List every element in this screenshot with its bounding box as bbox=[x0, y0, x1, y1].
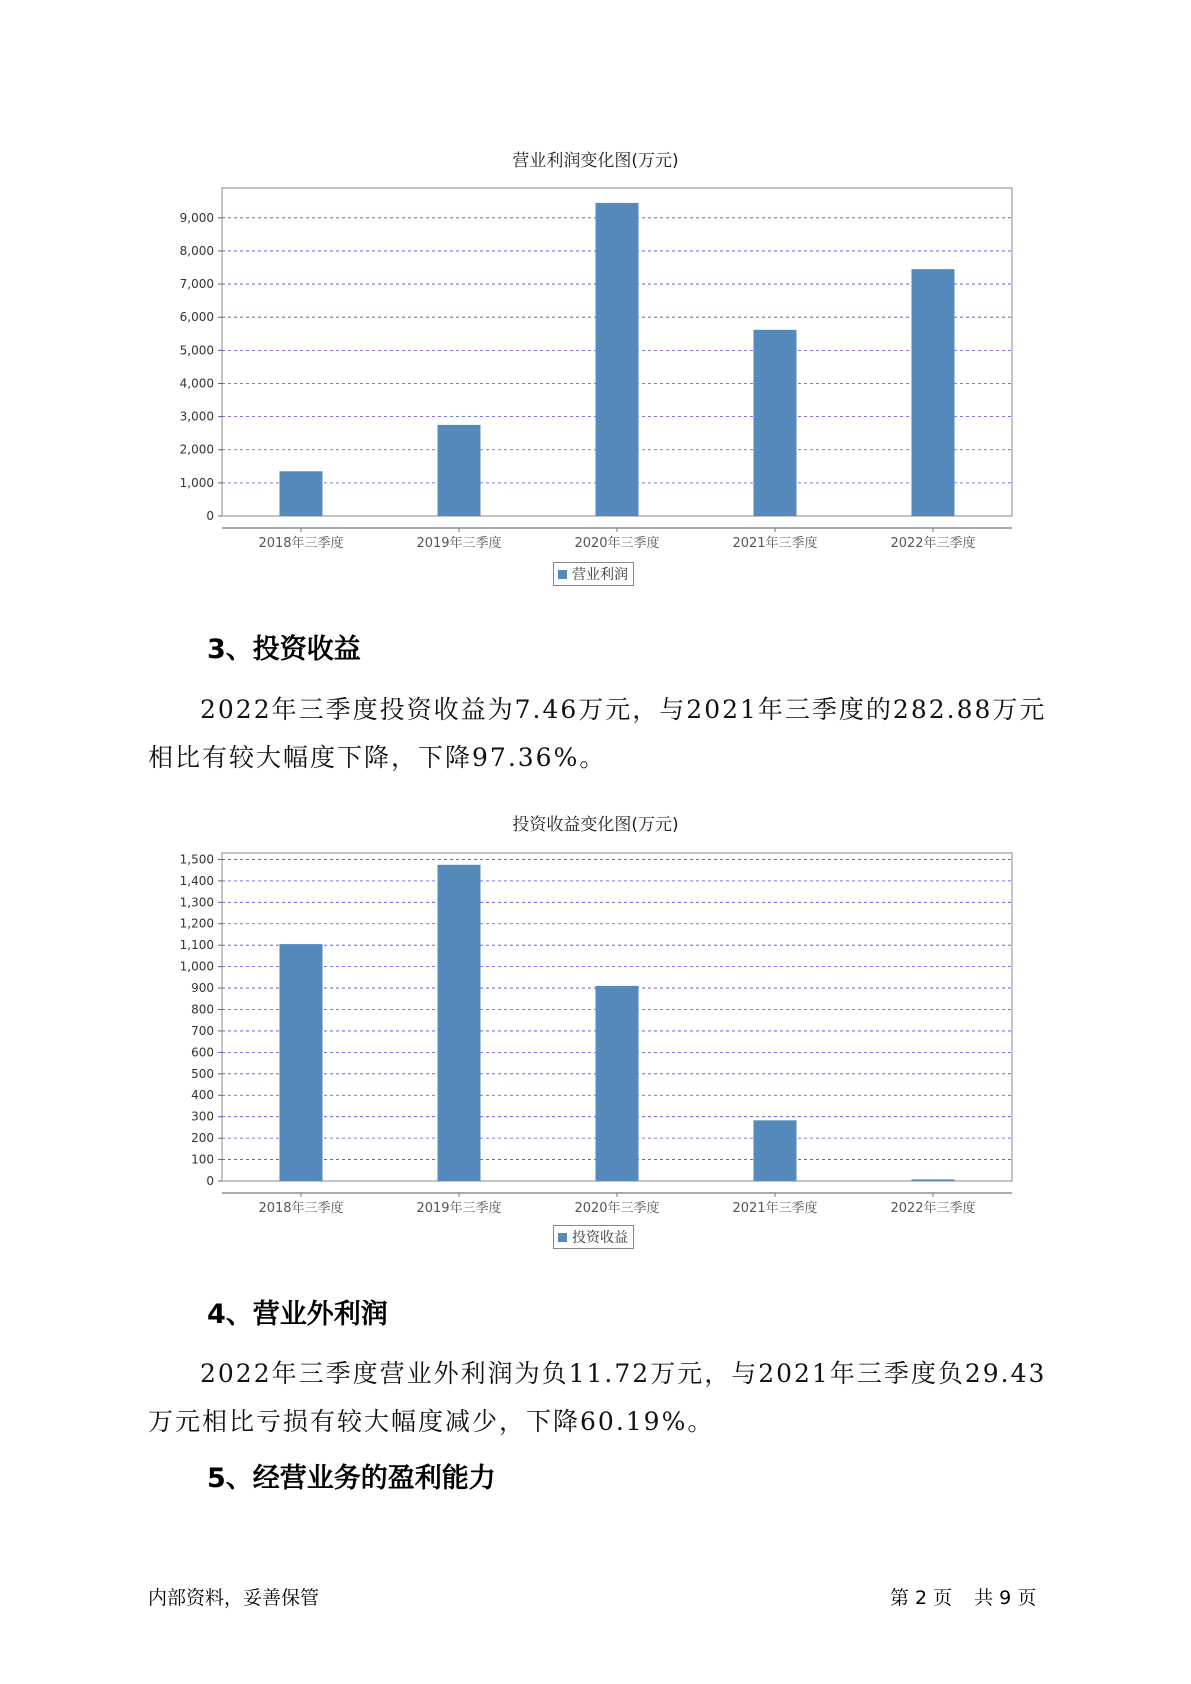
y-tick-label: 9,000 bbox=[179, 210, 214, 225]
y-tick-label: 1,300 bbox=[179, 895, 214, 910]
paragraph-non-operating-profit: 2022年三季度营业外利润为负11.72万元，与2021年三季度负29.43万元相比亏损有较大幅度减少，下降60.19%。 bbox=[148, 1359, 1047, 1436]
bar bbox=[596, 986, 639, 1181]
bar bbox=[280, 944, 323, 1181]
chart-legend bbox=[553, 1225, 634, 1249]
y-tick-label: 3,000 bbox=[179, 409, 214, 424]
y-tick-label: 6,000 bbox=[179, 310, 214, 325]
y-tick-label: 1,100 bbox=[179, 938, 214, 953]
bar bbox=[754, 330, 797, 516]
y-tick-label: 200 bbox=[191, 1131, 214, 1146]
bar bbox=[596, 203, 639, 516]
y-tick-label: 300 bbox=[191, 1109, 214, 1124]
chart-title: 营业利润变化图(万元) bbox=[512, 151, 679, 171]
x-tick-label: 2022年三季度 bbox=[890, 1201, 976, 1216]
y-tick-label: 1,200 bbox=[179, 916, 214, 931]
y-tick-label: 1,000 bbox=[179, 959, 214, 974]
y-tick-label: 0 bbox=[206, 1174, 214, 1188]
legend-swatch bbox=[558, 1233, 567, 1242]
bar bbox=[912, 269, 955, 516]
x-tick-label: 2021年三季度 bbox=[732, 1201, 818, 1216]
legend-swatch bbox=[558, 570, 567, 579]
section-heading-investment-income: 3、投资收益 bbox=[207, 634, 361, 665]
bar bbox=[754, 1120, 797, 1181]
footer-confidential-note: 内部资料，妥善保管 bbox=[148, 1587, 320, 1609]
y-tick-label: 900 bbox=[191, 981, 214, 996]
y-tick-label: 8,000 bbox=[179, 243, 214, 258]
y-tick-label: 100 bbox=[191, 1152, 214, 1167]
x-tick-label: 2018年三季度 bbox=[258, 1201, 344, 1216]
total-pages: 9 bbox=[999, 1587, 1012, 1609]
y-tick-label: 2,000 bbox=[179, 442, 214, 457]
paragraph-investment-income: 2022年三季度投资收益为7.46万元，与2021年三季度的282.88万元相比有较大幅度下降，下降97.36%。 bbox=[148, 695, 1047, 772]
y-tick-label: 4,000 bbox=[179, 376, 214, 391]
y-tick-label: 800 bbox=[191, 1002, 214, 1017]
x-tick-label: 2021年三季度 bbox=[732, 536, 818, 551]
total-prefix: 共 bbox=[974, 1587, 994, 1609]
x-tick-label: 2020年三季度 bbox=[574, 1201, 660, 1216]
chart-legend bbox=[553, 562, 634, 586]
bar bbox=[438, 865, 481, 1181]
bar bbox=[912, 1179, 955, 1181]
y-tick-label: 0 bbox=[206, 509, 214, 523]
bar bbox=[280, 471, 323, 516]
page-number: 2 bbox=[915, 1587, 928, 1609]
bar bbox=[438, 425, 481, 516]
y-tick-label: 400 bbox=[191, 1088, 214, 1103]
section-heading-non-operating-profit: 4、营业外利润 bbox=[207, 1299, 388, 1330]
total-unit: 页 bbox=[1017, 1587, 1037, 1609]
y-tick-label: 5,000 bbox=[179, 343, 214, 358]
bar-chart-svg bbox=[0, 845, 1191, 1225]
section-heading-profitability: 5、经营业务的盈利能力 bbox=[207, 1463, 496, 1494]
x-tick-label: 2020年三季度 bbox=[574, 536, 660, 551]
x-tick-label: 2022年三季度 bbox=[890, 536, 976, 551]
footer-page-indicator bbox=[890, 1583, 1042, 1610]
x-tick-label: 2019年三季度 bbox=[416, 1201, 502, 1216]
y-tick-label: 1,400 bbox=[179, 873, 214, 888]
page-unit: 页 bbox=[933, 1587, 953, 1609]
y-tick-label: 7,000 bbox=[179, 277, 214, 292]
x-tick-label: 2018年三季度 bbox=[258, 536, 344, 551]
y-tick-label: 500 bbox=[191, 1066, 214, 1081]
bar-chart-svg bbox=[0, 180, 1191, 560]
y-tick-label: 1,500 bbox=[179, 852, 214, 867]
legend-label: 投资收益 bbox=[572, 1230, 628, 1246]
y-tick-label: 600 bbox=[191, 1045, 214, 1060]
chart-title: 投资收益变化图(万元) bbox=[512, 815, 679, 835]
legend-label: 营业利润 bbox=[572, 567, 628, 583]
x-tick-label: 2019年三季度 bbox=[416, 536, 502, 551]
y-tick-label: 1,000 bbox=[179, 475, 214, 490]
y-tick-label: 700 bbox=[191, 1023, 214, 1038]
page-prefix: 第 bbox=[890, 1587, 910, 1609]
